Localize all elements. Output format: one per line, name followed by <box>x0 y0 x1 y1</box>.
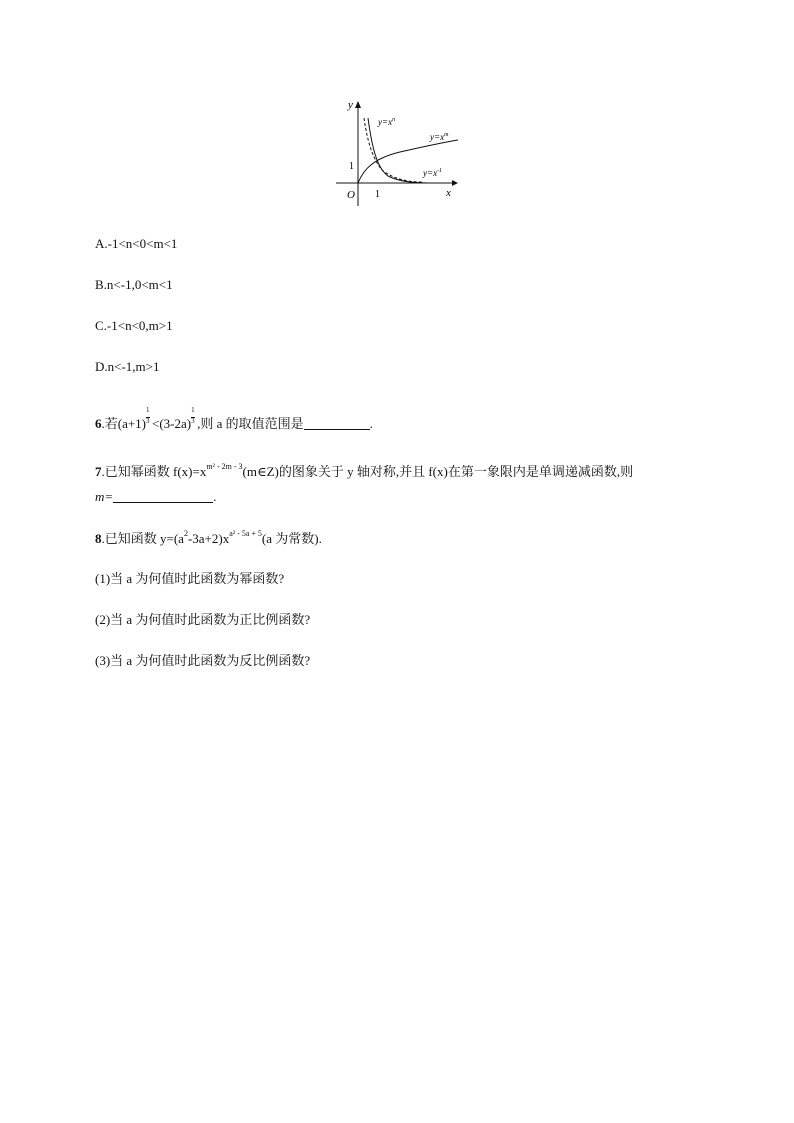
fraction-exponent: $\frac{1}{3}$ <box>191 406 195 425</box>
q6-text-suffix: ,则 a 的取值范围是 <box>197 416 304 431</box>
q6-text-prefix: .若(a+1) <box>101 416 147 431</box>
curve-x-inverse <box>364 118 422 182</box>
question-7-line2 <box>95 488 216 506</box>
q7-text1: .已知幂函数 f(x)=x <box>101 464 207 479</box>
q8-exponent: a² - 5a + 5 <box>229 529 262 538</box>
question-number: 8 <box>95 531 102 546</box>
option-c: C.-1<n<0,m>1 <box>95 318 173 333</box>
power-function-graph <box>330 98 470 210</box>
q8-sub-3: (3)当 a 为何值时此函数为反比例函数? <box>95 653 311 668</box>
option-d: D.n<-1,m>1 <box>95 359 160 374</box>
question-number: 7 <box>95 464 102 479</box>
q6-end: . <box>369 416 373 431</box>
q6-text-mid: <(3-2a) <box>152 416 192 431</box>
curve-x-power-n <box>368 118 430 183</box>
x-axis-arrow <box>452 180 458 186</box>
question-number: 6 <box>95 416 102 431</box>
q8-square: 2 <box>183 529 188 538</box>
q8-text1: .已知函数 y=(a <box>101 531 184 546</box>
q7-text2: (m∈Z)的图象关于 y 轴对称,并且 f(x)在第一象限内是单调递减函数,则 <box>242 464 634 479</box>
y-axis-label: y <box>348 99 353 111</box>
q7-end: . <box>213 489 217 504</box>
option-b: B.n<-1,0<m<1 <box>95 277 173 292</box>
x-tick-label: 1 <box>375 189 380 200</box>
q7-line2-prefix: m= <box>95 489 114 504</box>
answer-blank[interactable] <box>304 417 370 430</box>
x-axis-label: x <box>446 187 451 199</box>
answer-blank[interactable] <box>113 490 213 503</box>
question-7 <box>95 463 633 481</box>
q8-sub-2: (2)当 a 为何值时此函数为正比例函数? <box>95 612 311 627</box>
question-6 <box>95 406 373 433</box>
label-y-xn: $y=x^n$ <box>378 117 396 127</box>
y-tick-label: 1 <box>349 161 354 172</box>
fraction-exponent: $\frac{1}{3}$ <box>146 406 150 425</box>
q7-exponent: m² - 2m - 3 <box>206 462 243 471</box>
q8-sub-1: (1)当 a 为何值时此函数为幂函数? <box>95 571 285 586</box>
q8-text3: (a 为常数). <box>261 531 322 546</box>
label-y-xm: $y=x^m$ <box>430 132 449 142</box>
q8-text2: -3a+2)x <box>187 531 230 546</box>
option-a: A.-1<n<0<m<1 <box>95 236 178 251</box>
question-8 <box>95 530 322 548</box>
label-y-xinv: $y=x^{-1}$ <box>423 168 443 178</box>
origin-label: O <box>347 189 355 201</box>
y-axis-arrow <box>355 101 361 108</box>
